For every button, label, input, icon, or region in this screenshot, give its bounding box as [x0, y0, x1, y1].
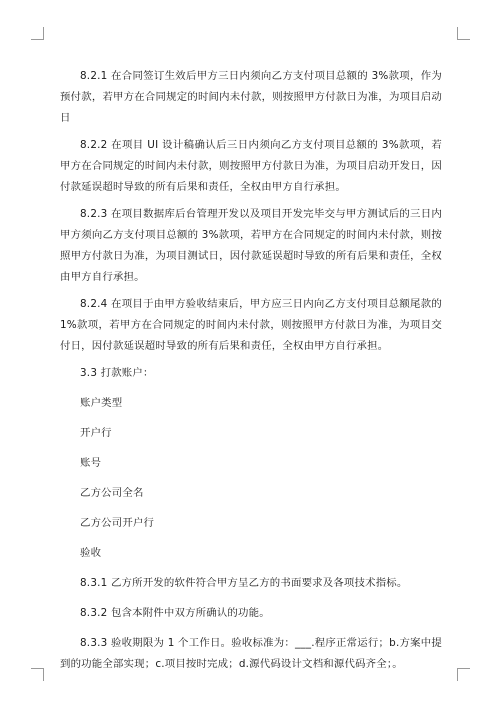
crop-mark-top-right: [457, 27, 470, 40]
document-body: [60, 66, 442, 681]
account-type-label: 账户类型: [80, 397, 123, 409]
clause-8-3-1: 8.3.1 乙方所开发的软件符合甲方呈乙方的书面要求及各项技术指标。: [80, 577, 408, 589]
account-number-label: 账号: [80, 457, 102, 469]
clause-8-2-1: 8.2.1 在合同签订生效后甲方三日内须向乙方支付项目总额的 3%款项，作为预付款，若甲方在合同规定的时间内未付款，则按照甲方付款日为准，为项目启动日: [60, 70, 442, 124]
crop-mark-bottom-right: [457, 668, 470, 681]
company-full-name-label: 乙方公司全名: [80, 487, 144, 499]
clause-8-3-2: 8.3.2 包含本附件中双方所确认的功能。: [80, 607, 270, 619]
acceptance-heading: 验收: [80, 547, 102, 559]
bank-label: 开户行: [80, 427, 112, 439]
payment-account-heading: 3.3 打款账户：: [80, 367, 154, 379]
company-bank-label: 乙方公司开户行: [80, 517, 155, 529]
clause-8-2-3: 8.2.3 在项目数据库后台管理开发以及项目开发完毕交与甲方测试后的三日内甲方须向乙方支付项目总额的 3%款项，若甲方在合同规定的时间内未付款，则按照甲方付款日为准，为项目测试日，因付款延误超时导致的所有后果和责任，全权由甲方自行承担。: [60, 208, 442, 283]
clause-8-2-2: 8.2.2 在项目 UI 设计稿确认后三日内须向乙方支付项目总额的 3%款项，若甲方在合同规定的时间内未付款，则按照甲方付款日为准，为项目启动开发日，因付款延误超时导致的所有后果和责任，全权由甲方自行承担。: [60, 139, 442, 193]
clause-8-2-4: 8.2.4 在项目于由甲方验收结束后，甲方应三日内向乙方支付项目总额尾款的 1%款项，若甲方在合同规定的时间内未付款，则按照甲方付款日为准，为项目交付日，因付款延误超时导致的所有后果和责任，全权由甲方自行承担。: [60, 298, 442, 352]
crop-mark-top-left: [31, 27, 44, 40]
crop-mark-bottom-left: [31, 668, 44, 681]
clause-8-3-3: 8.3.3 验收期限为 1 个工作日。验收标准为：___.程序正常运行；b.方案中提到的功能全部实现；c.项目按时完成；d.源代码设计文档和源代码齐全；。: [60, 637, 442, 670]
